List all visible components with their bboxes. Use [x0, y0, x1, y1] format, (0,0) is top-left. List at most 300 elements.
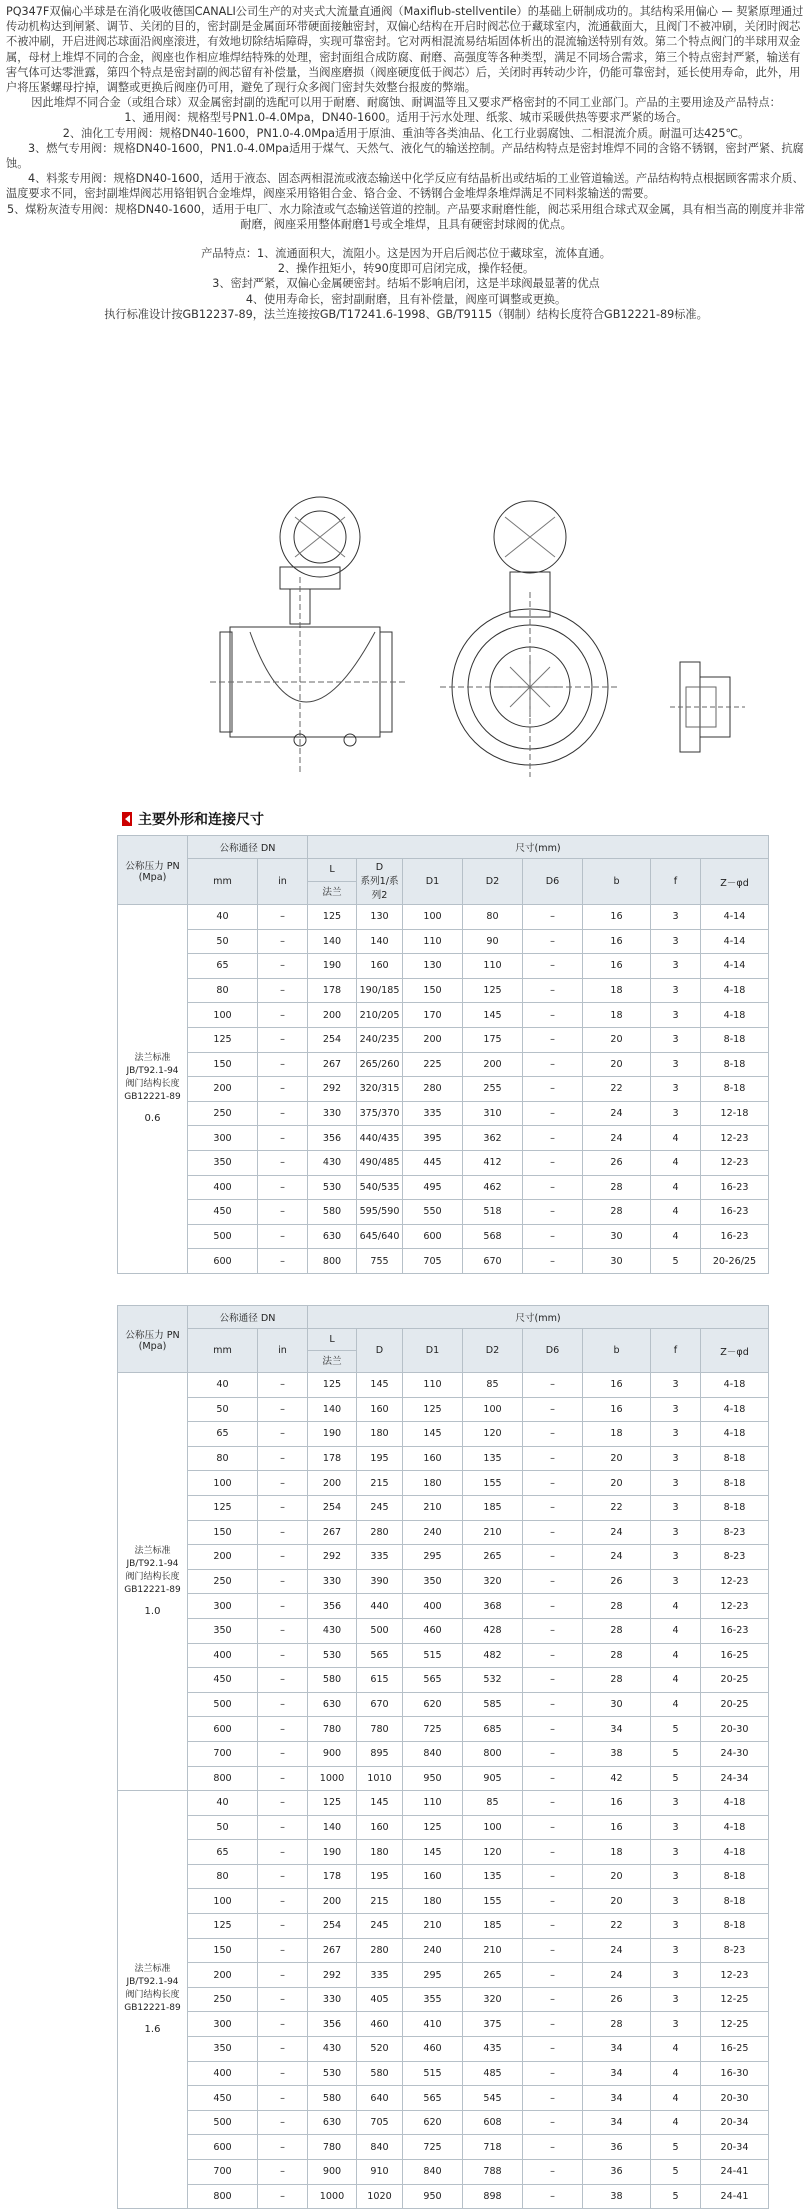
- table-cell: 540/535: [357, 1175, 403, 1200]
- table-cell: –: [258, 2012, 308, 2037]
- table-cell: 20-25: [701, 1668, 769, 1693]
- table-row: [118, 2110, 769, 2135]
- table-cell: –: [258, 954, 308, 979]
- header-b: b: [583, 1329, 651, 1373]
- table-cell: –: [523, 1963, 583, 1988]
- table-cell: 445: [403, 1150, 463, 1175]
- table-cell: 5: [651, 2160, 701, 2185]
- dimension-table-pn10-16: [117, 1305, 769, 2209]
- table-row: [118, 1545, 769, 1570]
- table-cell: –: [258, 2184, 308, 2209]
- feature-4: 4、使用寿命长，密封副耐磨，且有补偿量，阀座可调整或更换。: [245, 292, 567, 306]
- table-cell: 125: [403, 1815, 463, 1840]
- table-cell: 12-23: [701, 1150, 769, 1175]
- table-cell: 335: [357, 1545, 403, 1570]
- table-cell: 20: [583, 1446, 651, 1471]
- table-row: [118, 1520, 769, 1545]
- flange-standard: 法兰标准 JB/T92.1-94: [126, 1964, 179, 1988]
- table-cell: 460: [403, 1618, 463, 1643]
- table-cell: 3: [651, 1077, 701, 1102]
- table-cell: –: [258, 1224, 308, 1249]
- table-cell: 4: [651, 1692, 701, 1717]
- table-cell: –: [523, 1741, 583, 1766]
- table-cell: 145: [403, 1422, 463, 1447]
- table-cell: 245: [357, 1495, 403, 1520]
- side-section-drawing: [210, 497, 405, 772]
- table-cell: 430: [308, 1150, 357, 1175]
- table-cell: 34: [583, 2061, 651, 2086]
- table-row: [118, 2061, 769, 2086]
- table-cell: 1020: [357, 2184, 403, 2209]
- table-cell: 100: [463, 1397, 523, 1422]
- table-cell: 255: [463, 1077, 523, 1102]
- table-cell: 24: [583, 1126, 651, 1151]
- table-cell: 595/590: [357, 1200, 403, 1225]
- table-cell: –: [523, 1126, 583, 1151]
- table-cell: 200: [308, 1471, 357, 1496]
- table-row: [118, 1249, 769, 1274]
- table-cell: 16: [583, 1373, 651, 1398]
- table-cell: 3: [651, 1003, 701, 1028]
- table-cell: –: [523, 1446, 583, 1471]
- table-cell: 3: [651, 1446, 701, 1471]
- table-cell: 755: [357, 1249, 403, 1274]
- table-cell: 3: [651, 1545, 701, 1570]
- table-cell: 22: [583, 1077, 651, 1102]
- front-view-drawing: [440, 501, 620, 777]
- table-cell: 30: [583, 1249, 651, 1274]
- pn06-pressure-group: [118, 905, 188, 1274]
- table-cell: 4-14: [701, 954, 769, 979]
- table-cell: 8-18: [701, 1864, 769, 1889]
- table-cell: 65: [188, 1422, 258, 1447]
- table-cell: 160: [357, 1815, 403, 1840]
- table-cell: 705: [357, 2110, 403, 2135]
- table-row: [118, 929, 769, 954]
- table2-body: [118, 1373, 769, 2209]
- table-cell: –: [258, 1446, 308, 1471]
- header-f: f: [651, 1329, 701, 1373]
- header-size: 尺寸(mm): [308, 836, 769, 859]
- table-cell: 178: [308, 1864, 357, 1889]
- usage-5: 5、煤粉灰渣专用阀：规格DN40-1600，适用于电厂、水力除渣或气态输送管道的控制。产品要求耐磨性能，阀芯采用组合球式双金属，具有相当高的刚度并非常耐磨，阀座采用整体耐磨1号或全堆焊，且具有硬密封球阀的优点。: [6, 202, 806, 231]
- table-cell: 110: [403, 1791, 463, 1816]
- table-cell: 630: [308, 1224, 357, 1249]
- table-cell: 20: [583, 1471, 651, 1496]
- table-row: [118, 1618, 769, 1643]
- table-cell: 435: [463, 2037, 523, 2062]
- table-cell: 375/370: [357, 1101, 403, 1126]
- table-cell: 16: [583, 905, 651, 930]
- table-cell: 24-30: [701, 1741, 769, 1766]
- table-cell: 3: [651, 1914, 701, 1939]
- table-row: [118, 1692, 769, 1717]
- table-cell: –: [523, 1643, 583, 1668]
- table-cell: 28: [583, 1643, 651, 1668]
- table-cell: 265/260: [357, 1052, 403, 1077]
- table-cell: 356: [308, 1594, 357, 1619]
- table-cell: 585: [463, 1692, 523, 1717]
- table-cell: 4: [651, 1175, 701, 1200]
- table-cell: 80: [188, 1864, 258, 1889]
- table-cell: 8-18: [701, 1027, 769, 1052]
- table-cell: 800: [188, 1766, 258, 1791]
- table-cell: 100: [188, 1003, 258, 1028]
- table-cell: 16-23: [701, 1200, 769, 1225]
- table-cell: 155: [463, 1889, 523, 1914]
- table-cell: –: [258, 2086, 308, 2111]
- table-cell: –: [523, 1150, 583, 1175]
- table-cell: 20: [583, 1027, 651, 1052]
- table-cell: 135: [463, 1446, 523, 1471]
- table-cell: 80: [463, 905, 523, 930]
- table-cell: –: [258, 1520, 308, 1545]
- usage-4: 4、料浆专用阀：规格DN40-1600，适用于液态、固态两相混流或液态输送中化学反应有结晶析出或结垢的工业管道输送。产品结构特点根据顾客需求介质、温度要求不同，密封副堆焊阀芯用铬钼钒合金堆焊，阀座采用铬钼合金、铬合金、不锈钢合金堆焊条堆焊满足不同料浆输送的需要。: [6, 172, 804, 201]
- table-cell: 530: [308, 2061, 357, 2086]
- table-cell: 515: [403, 2061, 463, 2086]
- table-cell: 12-23: [701, 1594, 769, 1619]
- table-cell: 840: [403, 1741, 463, 1766]
- table-cell: –: [523, 2160, 583, 2185]
- table-cell: –: [523, 1717, 583, 1742]
- table-cell: 500: [188, 1692, 258, 1717]
- table-cell: –: [258, 2037, 308, 2062]
- table-cell: –: [523, 1618, 583, 1643]
- table-cell: 3: [651, 978, 701, 1003]
- header-flange: 法兰: [322, 887, 342, 898]
- header-D6: D6: [523, 859, 583, 905]
- table-cell: 600: [403, 1224, 463, 1249]
- length-standard: 阀门结构长度 GB12221-89: [124, 1079, 181, 1103]
- table-cell: 368: [463, 1594, 523, 1619]
- table-cell: 898: [463, 2184, 523, 2209]
- table-cell: –: [523, 1766, 583, 1791]
- table-cell: –: [258, 978, 308, 1003]
- table-row: [118, 978, 769, 1003]
- table-cell: –: [258, 1200, 308, 1225]
- table-cell: –: [258, 1766, 308, 1791]
- header-D1: D1: [403, 1329, 463, 1373]
- table-cell: 125: [188, 1914, 258, 1939]
- table-cell: 20: [583, 1864, 651, 1889]
- table-cell: –: [523, 1791, 583, 1816]
- table-cell: 350: [403, 1569, 463, 1594]
- table-cell: –: [523, 1692, 583, 1717]
- table-cell: 80: [188, 1446, 258, 1471]
- table-cell: 450: [188, 1668, 258, 1693]
- table-cell: 3: [651, 1963, 701, 1988]
- table-cell: 545: [463, 2086, 523, 2111]
- table-cell: 65: [188, 1840, 258, 1865]
- table-cell: 412: [463, 1150, 523, 1175]
- table-cell: 18: [583, 1840, 651, 1865]
- table-cell: –: [258, 1495, 308, 1520]
- table-cell: 5: [651, 1766, 701, 1791]
- table-row: [118, 1077, 769, 1102]
- length-standard: 阀门结构长度 GB12221-89: [124, 1990, 181, 2014]
- table-cell: 200: [463, 1052, 523, 1077]
- table-cell: 450: [188, 1200, 258, 1225]
- header-z: Z－φd: [701, 859, 769, 905]
- table-row: [118, 1495, 769, 1520]
- table-cell: 254: [308, 1914, 357, 1939]
- table-cell: 4: [651, 2086, 701, 2111]
- table-cell: 26: [583, 1569, 651, 1594]
- table-cell: –: [258, 905, 308, 930]
- table-cell: 3: [651, 1373, 701, 1398]
- table-cell: 170: [403, 1003, 463, 1028]
- table-cell: 5: [651, 1249, 701, 1274]
- table-cell: 38: [583, 1741, 651, 1766]
- table-cell: 125: [188, 1027, 258, 1052]
- table-cell: 8-18: [701, 1914, 769, 1939]
- table-cell: 550: [403, 1200, 463, 1225]
- header-mm: mm: [188, 1329, 258, 1373]
- table-cell: 210: [463, 1938, 523, 1963]
- table-row: [118, 1397, 769, 1422]
- table-cell: –: [523, 905, 583, 930]
- table-cell: 700: [188, 2160, 258, 2185]
- table-row: [118, 1594, 769, 1619]
- table-cell: 36: [583, 2160, 651, 2185]
- table-cell: 310: [463, 1101, 523, 1126]
- table-cell: 254: [308, 1495, 357, 1520]
- table-cell: 26: [583, 1150, 651, 1175]
- table-cell: 38: [583, 2184, 651, 2209]
- pn0-pressure-group: [118, 1373, 188, 1791]
- table-cell: –: [523, 1027, 583, 1052]
- table-cell: 20-30: [701, 1717, 769, 1742]
- table-cell: 330: [308, 1569, 357, 1594]
- table-row: [118, 1150, 769, 1175]
- table-cell: 1000: [308, 2184, 357, 2209]
- header-D2: D2: [463, 1329, 523, 1373]
- table-cell: 3: [651, 2012, 701, 2037]
- table-cell: 350: [188, 2037, 258, 2062]
- table-cell: 5: [651, 2135, 701, 2160]
- table-cell: –: [523, 1003, 583, 1028]
- table-cell: –: [258, 2061, 308, 2086]
- table-cell: 140: [308, 1397, 357, 1422]
- table-cell: –: [258, 1717, 308, 1742]
- table-cell: 350: [188, 1150, 258, 1175]
- table-row: [118, 2086, 769, 2111]
- table-cell: 495: [403, 1175, 463, 1200]
- table-cell: 28: [583, 2012, 651, 2037]
- table-cell: 190/185: [357, 978, 403, 1003]
- table-cell: 330: [308, 1101, 357, 1126]
- table-cell: 24: [583, 1520, 651, 1545]
- table-cell: 950: [403, 2184, 463, 2209]
- table-cell: 20-26/25: [701, 1249, 769, 1274]
- table-cell: –: [523, 2135, 583, 2160]
- usage-2: 2、油化工专用阀：规格DN40-1600，PN1.0-4.0Mpa适用于原油、重油等各类油品、化工行业弱腐蚀、二相混流介质。耐温可达425℃。: [62, 126, 750, 140]
- table-cell: 12-25: [701, 2012, 769, 2037]
- table-cell: 3: [651, 1422, 701, 1447]
- table-cell: 200: [403, 1027, 463, 1052]
- table-cell: 125: [403, 1397, 463, 1422]
- table-cell: 600: [188, 1717, 258, 1742]
- table-cell: –: [258, 1175, 308, 1200]
- table-cell: 16: [583, 929, 651, 954]
- table-cell: 100: [403, 905, 463, 930]
- table-cell: 50: [188, 929, 258, 954]
- table-cell: 330: [308, 1987, 357, 2012]
- table-cell: 485: [463, 2061, 523, 2086]
- table-cell: –: [258, 1938, 308, 1963]
- table-cell: 4-18: [701, 1003, 769, 1028]
- table-cell: 900: [308, 1741, 357, 1766]
- table-cell: 515: [403, 1643, 463, 1668]
- table-cell: 22: [583, 1495, 651, 1520]
- table-cell: –: [523, 1397, 583, 1422]
- table-cell: 215: [357, 1889, 403, 1914]
- table-cell: 24-34: [701, 1766, 769, 1791]
- table-cell: 85: [463, 1373, 523, 1398]
- flange-detail-drawing: [670, 662, 745, 752]
- table-cell: 3: [651, 1471, 701, 1496]
- table-cell: 450: [188, 2086, 258, 2111]
- table-cell: –: [258, 1864, 308, 1889]
- table-cell: 8-18: [701, 1495, 769, 1520]
- table-cell: 40: [188, 1373, 258, 1398]
- table-cell: 125: [188, 1495, 258, 1520]
- table-cell: 3: [651, 1052, 701, 1077]
- header-D: D: [357, 1329, 403, 1373]
- table-cell: 180: [403, 1889, 463, 1914]
- table-cell: 12-23: [701, 1126, 769, 1151]
- standard-note: 执行标准设计按GB12237-89，法兰连接按GB/T17241.6-1998、GB/T9115（钢制）结构长度符合GB12221-89标准。: [104, 307, 708, 321]
- pn1-pressure-group: [118, 1791, 188, 2209]
- header-z: Z－φd: [701, 1329, 769, 1373]
- table-cell: 565: [403, 2086, 463, 2111]
- table-cell: 725: [403, 2135, 463, 2160]
- table-cell: –: [258, 1987, 308, 2012]
- table-cell: 4-18: [701, 978, 769, 1003]
- table-row: [118, 1003, 769, 1028]
- table-cell: 24-41: [701, 2160, 769, 2185]
- table-row: [118, 1717, 769, 1742]
- table-cell: 178: [308, 978, 357, 1003]
- table-cell: –: [523, 978, 583, 1003]
- table-cell: 400: [188, 1175, 258, 1200]
- table-cell: 8-18: [701, 1889, 769, 1914]
- table-cell: 355: [403, 1987, 463, 2012]
- table-cell: 16: [583, 1815, 651, 1840]
- table-cell: 8-18: [701, 1471, 769, 1496]
- table-cell: 3: [651, 905, 701, 930]
- table-cell: 240: [403, 1938, 463, 1963]
- table-cell: 200: [308, 1889, 357, 1914]
- table-cell: 190: [308, 1840, 357, 1865]
- table-cell: –: [523, 1224, 583, 1249]
- table-cell: 195: [357, 1446, 403, 1471]
- table-cell: 20-34: [701, 2110, 769, 2135]
- table-cell: 34: [583, 2086, 651, 2111]
- table-row: [118, 1963, 769, 1988]
- table-cell: 500: [188, 2110, 258, 2135]
- table-cell: 280: [357, 1938, 403, 1963]
- table-cell: 780: [357, 1717, 403, 1742]
- table-cell: 145: [357, 1373, 403, 1398]
- table-cell: 620: [403, 1692, 463, 1717]
- table-cell: –: [258, 2135, 308, 2160]
- header-L-label: L: [308, 1329, 356, 1351]
- table-cell: 100: [188, 1889, 258, 1914]
- table-cell: 320: [463, 1569, 523, 1594]
- table-cell: 645/640: [357, 1224, 403, 1249]
- table-cell: 140: [357, 929, 403, 954]
- table-cell: 195: [357, 1864, 403, 1889]
- table-cell: 130: [357, 905, 403, 930]
- table-cell: 335: [403, 1101, 463, 1126]
- table-cell: 3: [651, 1864, 701, 1889]
- table-cell: 428: [463, 1618, 523, 1643]
- table-cell: 30: [583, 1692, 651, 1717]
- table-cell: 905: [463, 1766, 523, 1791]
- table-cell: 5: [651, 2184, 701, 2209]
- table-cell: 3: [651, 1520, 701, 1545]
- table-cell: 175: [463, 1027, 523, 1052]
- table-cell: 565: [403, 1668, 463, 1693]
- table-cell: 520: [357, 2037, 403, 2062]
- table-row: [118, 1643, 769, 1668]
- table-cell: 4: [651, 2061, 701, 2086]
- table-cell: 350: [188, 1618, 258, 1643]
- table-row: [118, 1175, 769, 1200]
- table-cell: –: [258, 1594, 308, 1619]
- table-cell: –: [258, 1003, 308, 1028]
- table-cell: 800: [188, 2184, 258, 2209]
- table-cell: –: [523, 1495, 583, 1520]
- table-cell: 245: [357, 1914, 403, 1939]
- table-cell: –: [523, 1471, 583, 1496]
- table-cell: 36: [583, 2135, 651, 2160]
- header-mm: mm: [188, 859, 258, 905]
- table-cell: 565: [357, 1643, 403, 1668]
- table-cell: 16-30: [701, 2061, 769, 2086]
- table-cell: 718: [463, 2135, 523, 2160]
- table-cell: 210: [403, 1495, 463, 1520]
- table-cell: 150: [188, 1520, 258, 1545]
- table-cell: 4-18: [701, 1422, 769, 1447]
- pressure-value: 1.0: [144, 1606, 161, 1618]
- table-cell: 125: [308, 1791, 357, 1816]
- header-D-label: D: [375, 862, 384, 873]
- table-cell: 200: [308, 1003, 357, 1028]
- table-cell: 3: [651, 929, 701, 954]
- table-cell: –: [523, 1914, 583, 1939]
- pressure-value: 0.6: [144, 1113, 161, 1125]
- table-cell: 267: [308, 1052, 357, 1077]
- table-cell: 800: [463, 1741, 523, 1766]
- table-cell: 28: [583, 1618, 651, 1643]
- table-cell: 400: [188, 1643, 258, 1668]
- table-cell: 65: [188, 954, 258, 979]
- table-cell: 4-18: [701, 1397, 769, 1422]
- table-cell: 8-18: [701, 1052, 769, 1077]
- table-cell: 34: [583, 1717, 651, 1742]
- table-cell: 28: [583, 1175, 651, 1200]
- table-cell: 530: [308, 1643, 357, 1668]
- table-cell: 22: [583, 1914, 651, 1939]
- table-cell: 430: [308, 1618, 357, 1643]
- table-cell: –: [523, 1373, 583, 1398]
- table-row: [118, 1101, 769, 1126]
- table-cell: 250: [188, 1101, 258, 1126]
- table-row: [118, 954, 769, 979]
- table-cell: 50: [188, 1397, 258, 1422]
